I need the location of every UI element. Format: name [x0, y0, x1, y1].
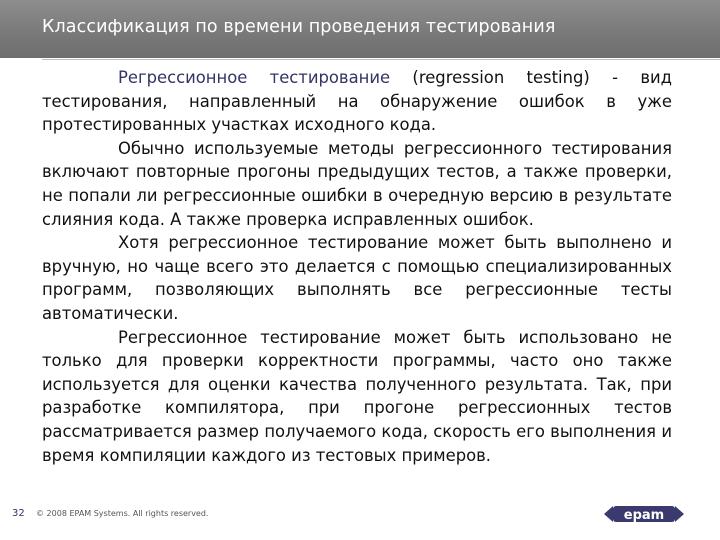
paragraph-1-text: (regression testing) - вид тестирования, направленный на обнаружение ошибок в уже протестированных участках исходного кода.	[42, 68, 672, 135]
paragraph-3: Хотя регрессионное тестирование может быть выполнено и вручную, но чаще всего это делается с помощью специализированных программ, позволяющих выполнять все регрессионные тесты автоматически.	[42, 233, 672, 323]
epam-logo	[604, 504, 684, 524]
slide-body	[42, 66, 672, 467]
paragraph-2: Обычно используемые методы регрессионного тестирования включают повторные прогоны предыдущих тестов, а также проверки, не попали ли регрессионные ошибки в очередную версию в результате слияния кода. А также проверка исправленных ошибок.	[42, 138, 672, 229]
header-divider	[42, 59, 720, 60]
slide-title: Классификация по времени проведения тестирования	[42, 17, 556, 37]
term-highlight: Регрессионное тестирование	[118, 68, 391, 87]
paragraph-1	[42, 66, 672, 137]
logo-text: epam	[623, 508, 665, 523]
page-number: 32	[12, 508, 25, 519]
copyright-notice: © 2008 EPAM Systems. All rights reserved.	[36, 509, 209, 518]
slide-header	[0, 0, 720, 58]
paragraph-4: Регрессионное тестирование может быть использовано не только для проверки корректности программы, часто оно также используется для оценки качества полученного результата. Так, при разработке компилятора, при прогоне регрессионных тестов рассматривается размер получаемого кода, скорость его выполнения и время компиляции каждого из тестовых примеров.	[42, 327, 672, 465]
